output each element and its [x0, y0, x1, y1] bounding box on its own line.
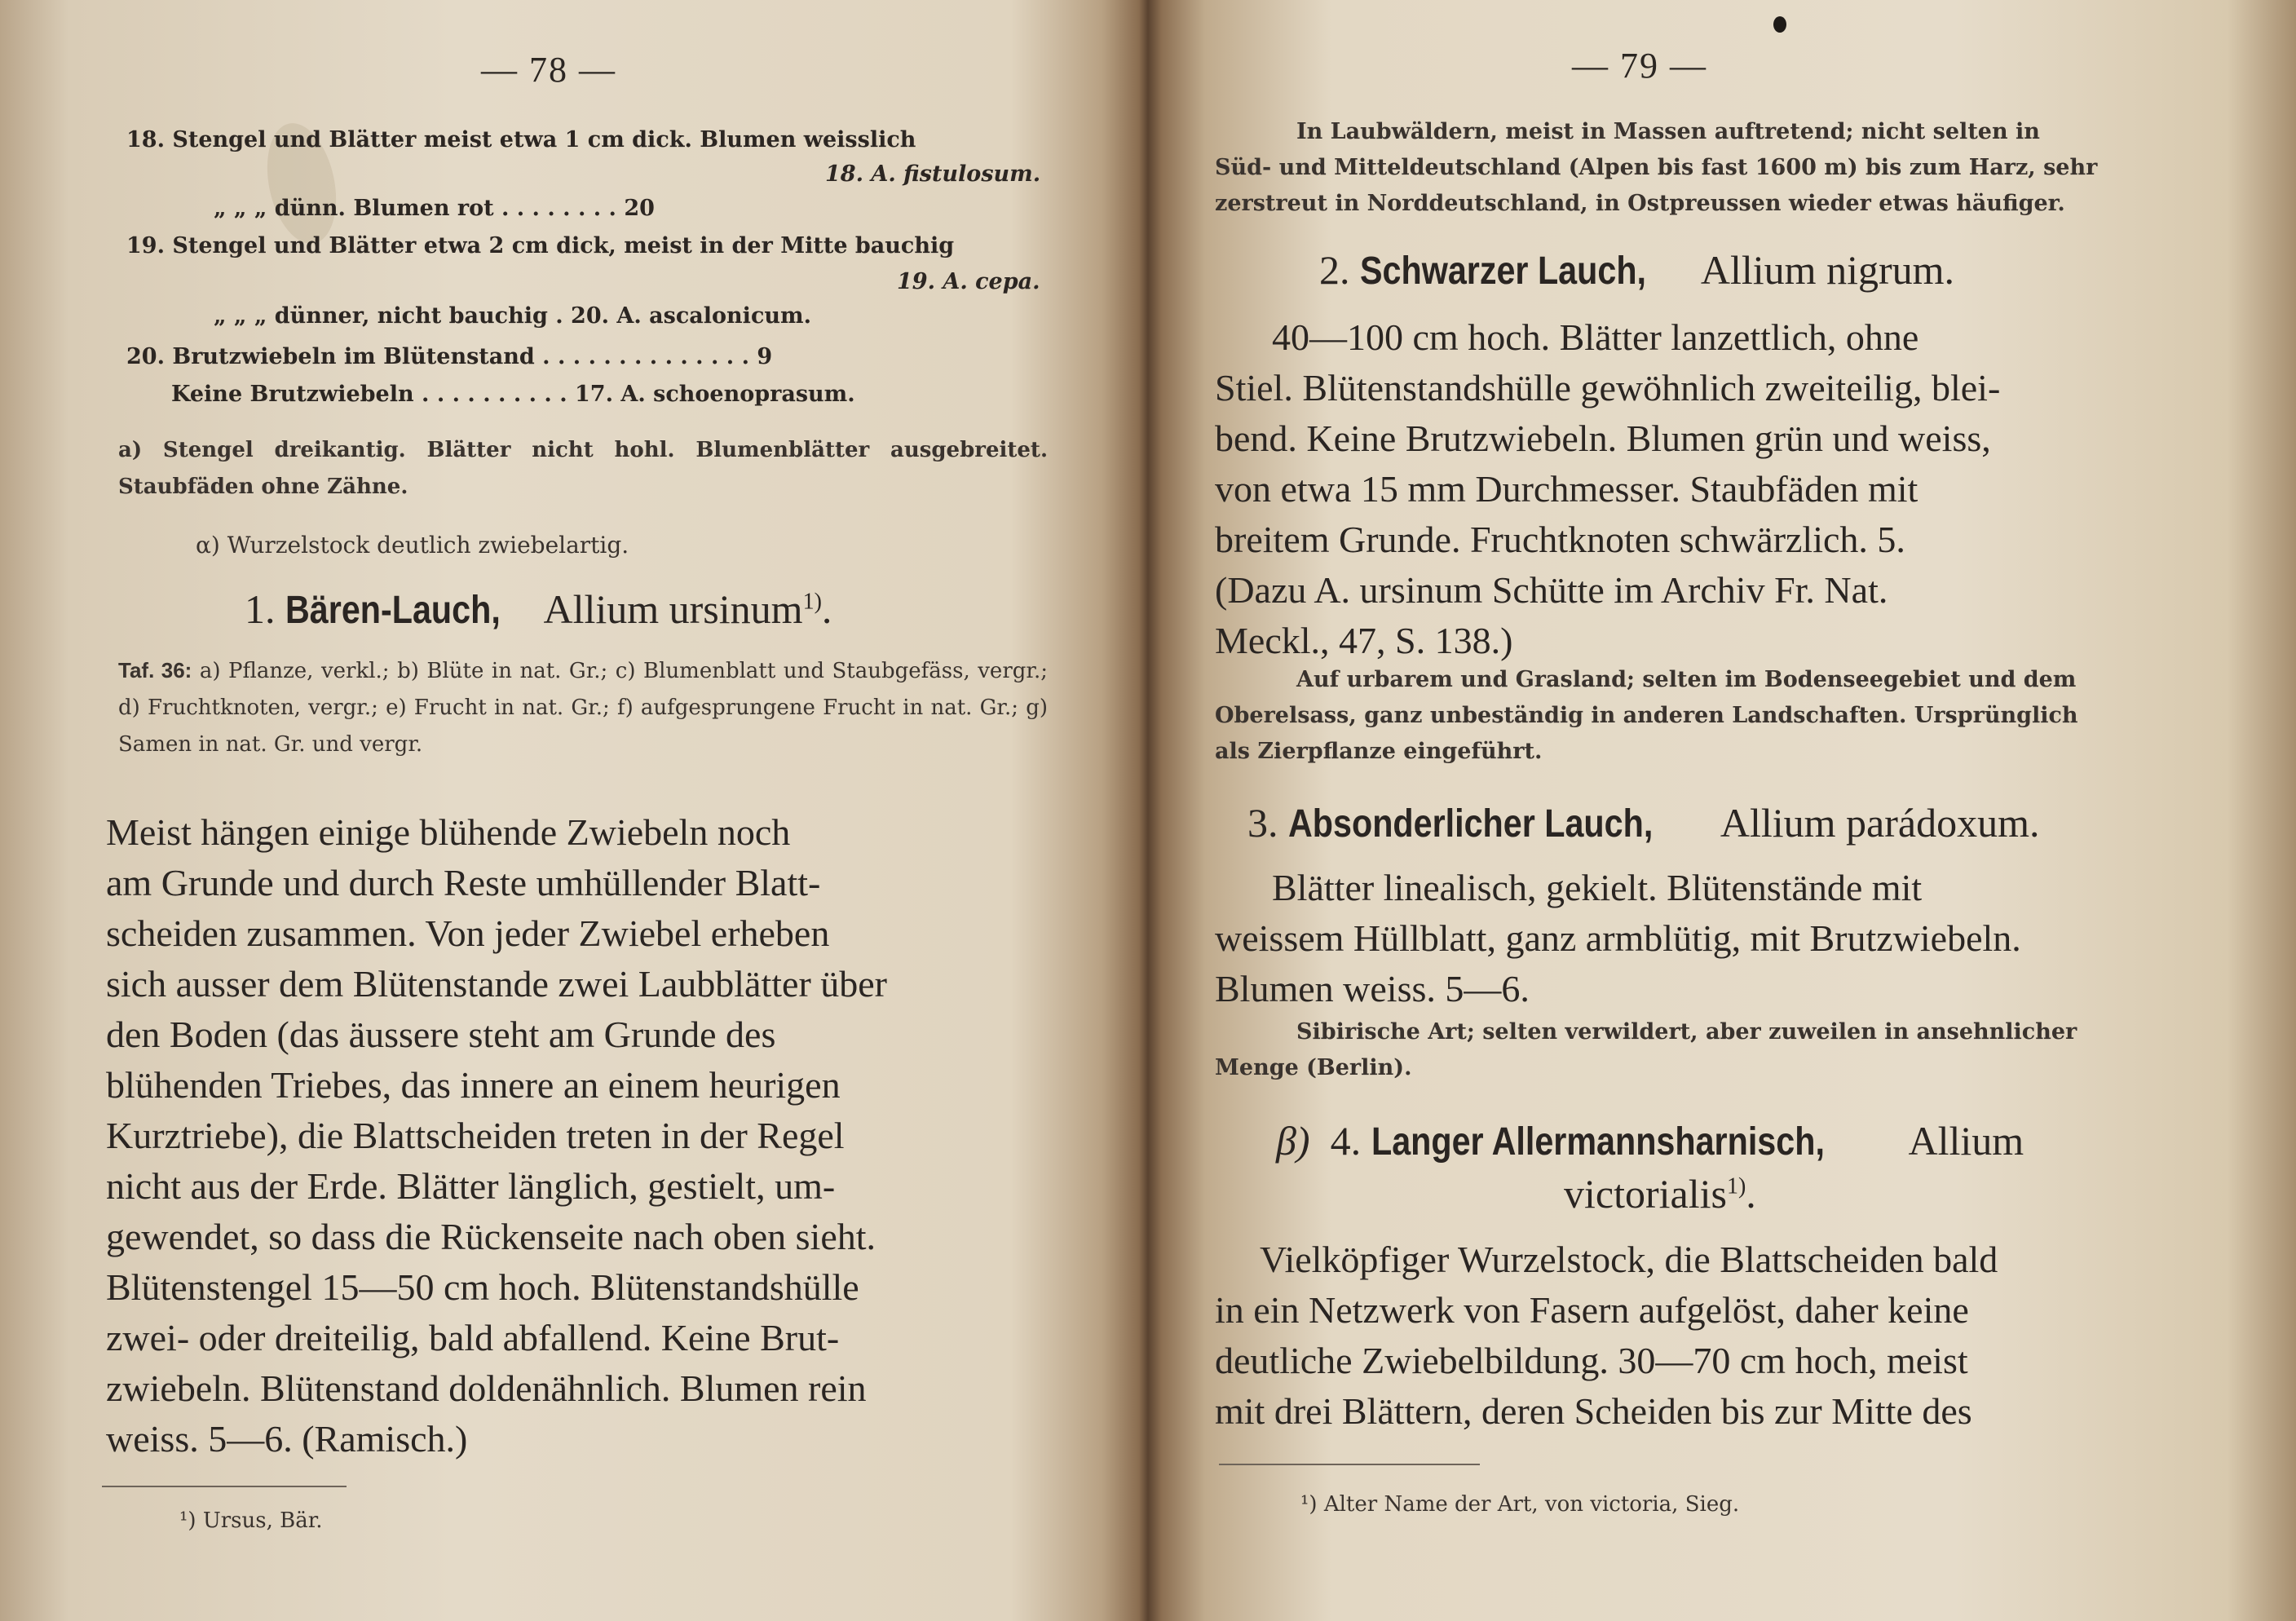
- footnote-rule: [1219, 1464, 1480, 1465]
- footnote-rule: [102, 1486, 347, 1487]
- intro-line: zerstreut in Norddeutschland, in Ostpreussen wieder etwas häufiger.: [1215, 191, 2065, 216]
- body-line: zwiebeln. Blütenstand doldenähnlich. Blumen rein: [106, 1367, 867, 1409]
- species-4-description: [1215, 1235, 2211, 1437]
- body-line: mit drei Blättern, deren Scheiden bis zur Mitte des: [1215, 1390, 1972, 1432]
- species-latin-name: Allium: [1908, 1118, 2024, 1164]
- distribution-note: Menge (Berlin).: [1215, 1055, 1412, 1080]
- species-4-heading-cont: [1564, 1170, 1756, 1217]
- species-latin-epithet: victorialis: [1564, 1171, 1727, 1217]
- body-line: breitem Grunde. Fruchtknoten schwärzlich. 5.: [1215, 519, 1905, 560]
- distribution-note: Sibirische Art; selten verwildert, aber zuweilen in ansehnlicher: [1296, 1019, 2077, 1045]
- body-line: zwei- oder dreiteilig, bald abfallend. Keine Brut-: [106, 1317, 840, 1358]
- key-ref-19: 19. A. cepa.: [897, 269, 1040, 294]
- species-2-heading: [1319, 246, 1954, 294]
- footnote: ¹) Alter Name der Art, von victoria, Sieg.: [1300, 1492, 1740, 1517]
- body-line: scheiden zusammen. Von jeder Zwiebel erheben: [106, 912, 830, 954]
- species-latin-name: Allium nigrum.: [1700, 247, 1954, 293]
- distribution-note: Auf urbarem und Grasland; selten im Bodenseegebiet und dem: [1296, 667, 2077, 692]
- species-number: 1.: [245, 586, 276, 632]
- body-line: nicht aus der Erde. Blätter länglich, gestielt, um-: [106, 1165, 836, 1207]
- body-line: am Grunde und durch Reste umhüllender Blatt-: [106, 862, 821, 903]
- body-line: Vielköpfiger Wurzelstock, die Blattscheiden bald: [1260, 1239, 1998, 1280]
- body-line: (Dazu A. ursinum Schütte im Archiv Fr. Nat.: [1215, 569, 1888, 611]
- key-line-19b: „ „ „ dünner, nicht bauchig . 20. A. ascalonicum.: [214, 303, 811, 329]
- species-number: 2.: [1319, 247, 1350, 293]
- species-common-name: Langer Allermannsharnisch,: [1371, 1120, 1825, 1164]
- body-line: Blütenstengel 15—50 cm hoch. Blütenstandshülle: [106, 1266, 859, 1308]
- body-line: Stiel. Blütenstandshülle gewöhnlich zweiteilig, blei-: [1215, 367, 2001, 409]
- species-1-description: [106, 807, 1044, 1464]
- group-a-description: a) Stengel dreikantig. Blätter nicht hohl. Blumenblätter ausgebreitet. Staubfäden ohne Zähne.: [118, 438, 1048, 499]
- page-number: — 79 —: [1572, 46, 1707, 86]
- body-line: weissem Hüllblatt, ganz armblütig, mit Brutzwiebeln.: [1215, 917, 2021, 959]
- plate-text: a) Pflanze, verkl.; b) Blüte in nat. Gr.; c) Blumenblatt und Staubgefäss, vergr.; d) Fruchtknoten, vergr.; e) Frucht in nat. Gr.; f) aufgesprungene Frucht in nat. Gr.; g) Samen in nat. Gr. und vergr.: [118, 659, 1048, 757]
- plate-label: Taf. 36:: [118, 658, 192, 682]
- key-ref-18: 18. A. fistulosum.: [825, 161, 1041, 187]
- species-common-name: Absonderlicher Lauch,: [1288, 802, 1654, 846]
- body-line: blühenden Triebes, das innere an einem heurigen: [106, 1064, 841, 1106]
- plate-caption: [118, 652, 1048, 763]
- body-line: weiss. 5—6. (Ramisch.): [106, 1418, 468, 1460]
- body-line: den Boden (das äussere steht am Grunde des: [106, 1014, 776, 1055]
- right-page: [1141, 0, 2296, 1621]
- heading-period: .: [1746, 1171, 1756, 1217]
- heading-period: .: [821, 586, 832, 632]
- group-alpha-description: α) Wurzelstock deutlich zwiebelartig.: [196, 532, 629, 559]
- distribution-note: Oberelsass, ganz unbeständig in anderen Landschaften. Ursprünglich: [1215, 703, 2078, 728]
- key-line-18: 18. Stengel und Blätter meist etwa 1 cm dick. Blumen weisslich: [126, 127, 916, 152]
- group-marker: β): [1276, 1118, 1310, 1164]
- body-line: von etwa 15 mm Durchmesser. Staubfäden mit: [1215, 468, 1918, 510]
- species-number: 3.: [1247, 800, 1278, 846]
- ink-spot: [1773, 16, 1786, 33]
- body-line: bend. Keine Brutzwiebeln. Blumen grün und weiss,: [1215, 417, 1991, 459]
- species-latin-name: Allium ursinum: [543, 586, 803, 632]
- key-line-20: 20. Brutzwiebeln im Blütenstand . . . . . . . . . . . . . . 9: [126, 344, 773, 369]
- footnote-marker: 1): [802, 589, 822, 615]
- species-4-heading: [1276, 1117, 2024, 1164]
- body-line: Blumen weiss. 5—6.: [1215, 968, 1530, 1009]
- body-line: 40—100 cm hoch. Blätter lanzettlich, ohne: [1272, 316, 1919, 358]
- species-1-heading: [245, 585, 832, 633]
- body-line: in ein Netzwerk von Fasern aufgelöst, daher keine: [1215, 1289, 1969, 1331]
- body-line: Meckl., 47, S. 138.): [1215, 620, 1513, 661]
- footnote: ¹) Ursus, Bär.: [179, 1508, 323, 1533]
- body-line: deutliche Zwiebelbildung. 30—70 cm hoch, meist: [1215, 1340, 1968, 1381]
- species-3-heading: [1247, 799, 2039, 846]
- species-latin-name: Allium parádoxum.: [1720, 800, 2040, 846]
- species-number: 4.: [1330, 1118, 1362, 1164]
- body-line: Kurztriebe), die Blattscheiden treten in der Regel: [106, 1115, 845, 1156]
- key-line-19: 19. Stengel und Blätter etwa 2 cm dick, meist in der Mitte bauchig: [126, 233, 955, 258]
- species-common-name: Schwarzer Lauch,: [1360, 250, 1647, 293]
- key-line-20b: Keine Brutzwiebeln . . . . . . . . . . 17. A. schoenoprasum.: [171, 382, 855, 407]
- body-line: Meist hängen einige blühende Zwiebeln noch: [106, 811, 791, 853]
- footnote-marker: 1): [1726, 1173, 1746, 1199]
- page-number: — 78 —: [481, 50, 616, 90]
- key-line-18b: „ „ „ dünn. Blumen rot . . . . . . . . 20: [214, 196, 655, 221]
- distribution-note: als Zierpflanze eingeführt.: [1215, 739, 1543, 764]
- intro-line: In Laubwäldern, meist in Massen auftretend; nicht selten in: [1296, 119, 2040, 144]
- species-3-description: [1215, 863, 2211, 1014]
- species-2-description: [1215, 312, 2211, 666]
- body-line: sich ausser dem Blütenstande zwei Laubblätter über: [106, 963, 888, 1005]
- body-line: Blätter linealisch, gekielt. Blütenstände mit: [1272, 867, 1923, 908]
- intro-line: Süd- und Mitteldeutschland (Alpen bis fast 1600 m) bis zum Harz, sehr: [1215, 155, 2098, 180]
- species-common-name: Bären-Lauch,: [285, 589, 501, 632]
- body-line: gewendet, so dass die Rückenseite nach oben sieht.: [106, 1216, 876, 1257]
- left-page: [0, 0, 1133, 1621]
